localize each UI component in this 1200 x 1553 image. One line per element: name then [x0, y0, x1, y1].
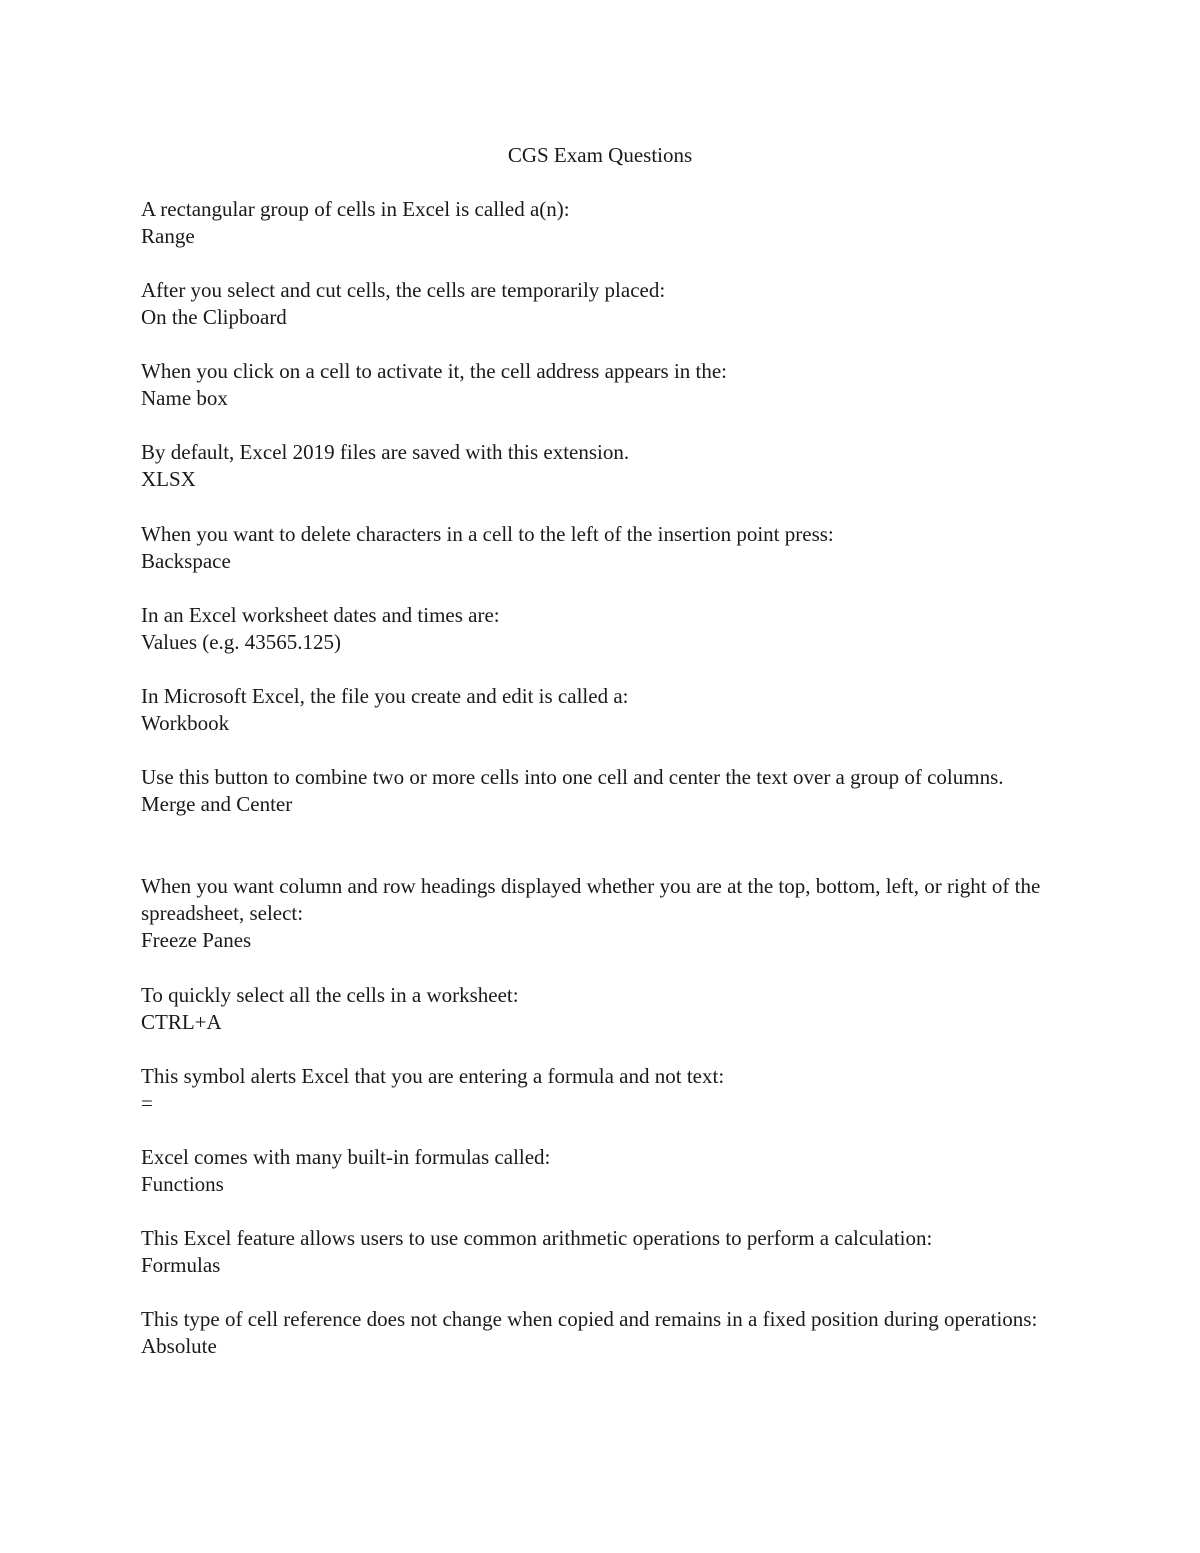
answer-text: CTRL+A — [141, 1010, 222, 1034]
question-text: Excel comes with many built-in formulas called: — [141, 1145, 551, 1169]
qa-item — [141, 683, 1061, 737]
question-text: This type of cell reference does not change when copied and remains in a fixed position during operations: — [141, 1307, 1038, 1331]
question-text: After you select and cut cells, the cells are temporarily placed: — [141, 278, 666, 302]
qa-item — [141, 764, 1061, 818]
qa-item — [141, 196, 1061, 250]
qa-item — [141, 602, 1061, 656]
answer-text: = — [141, 1091, 153, 1115]
qa-item — [141, 873, 1061, 954]
document-title: CGS Exam Questions — [507, 143, 693, 167]
answer-text: Name box — [141, 386, 228, 410]
question-text: When you want column and row headings displayed whether you are at the top, bottom, left, or right of the spreadsheet, select: — [141, 874, 1041, 925]
answer-text: Merge and Center — [141, 792, 293, 816]
question-text: Use this button to combine two or more cells into one cell and center the text over a group of columns. — [141, 765, 1004, 789]
question-text: This Excel feature allows users to use common arithmetic operations to perform a calculation: — [141, 1226, 933, 1250]
qa-item — [141, 358, 1061, 412]
answer-text: XLSX — [141, 467, 196, 491]
answer-text: Freeze Panes — [141, 928, 252, 952]
question-text: A rectangular group of cells in Excel is called a(n): — [141, 197, 570, 221]
question-text: To quickly select all the cells in a worksheet: — [141, 983, 519, 1007]
qa-item — [141, 439, 1061, 493]
qa-item — [141, 1063, 1061, 1117]
qa-item — [141, 982, 1061, 1036]
answer-text: Functions — [141, 1172, 224, 1196]
question-text: By default, Excel 2019 files are saved with this extension. — [141, 440, 630, 464]
qa-item — [141, 1225, 1061, 1279]
question-text: In an Excel worksheet dates and times are: — [141, 603, 500, 627]
answer-text: Backspace — [141, 549, 231, 573]
qa-item — [141, 521, 1061, 575]
question-text: When you click on a cell to activate it, the cell address appears in the: — [141, 359, 728, 383]
answer-text: Workbook — [141, 711, 230, 735]
question-text: When you want to delete characters in a cell to the left of the insertion point press: — [141, 522, 834, 546]
question-text: This symbol alerts Excel that you are entering a formula and not text: — [141, 1064, 725, 1088]
answer-text: On the Clipboard — [141, 305, 287, 329]
qa-item — [141, 1306, 1061, 1360]
answer-text: Absolute — [141, 1334, 217, 1358]
answer-text: Range — [141, 224, 195, 248]
qa-item — [141, 277, 1061, 331]
answer-text: Values (e.g. 43565.125) — [141, 630, 342, 654]
answer-text: Formulas — [141, 1253, 221, 1277]
qa-item — [141, 1144, 1061, 1198]
question-text: In Microsoft Excel, the file you create and edit is called a: — [141, 684, 629, 708]
